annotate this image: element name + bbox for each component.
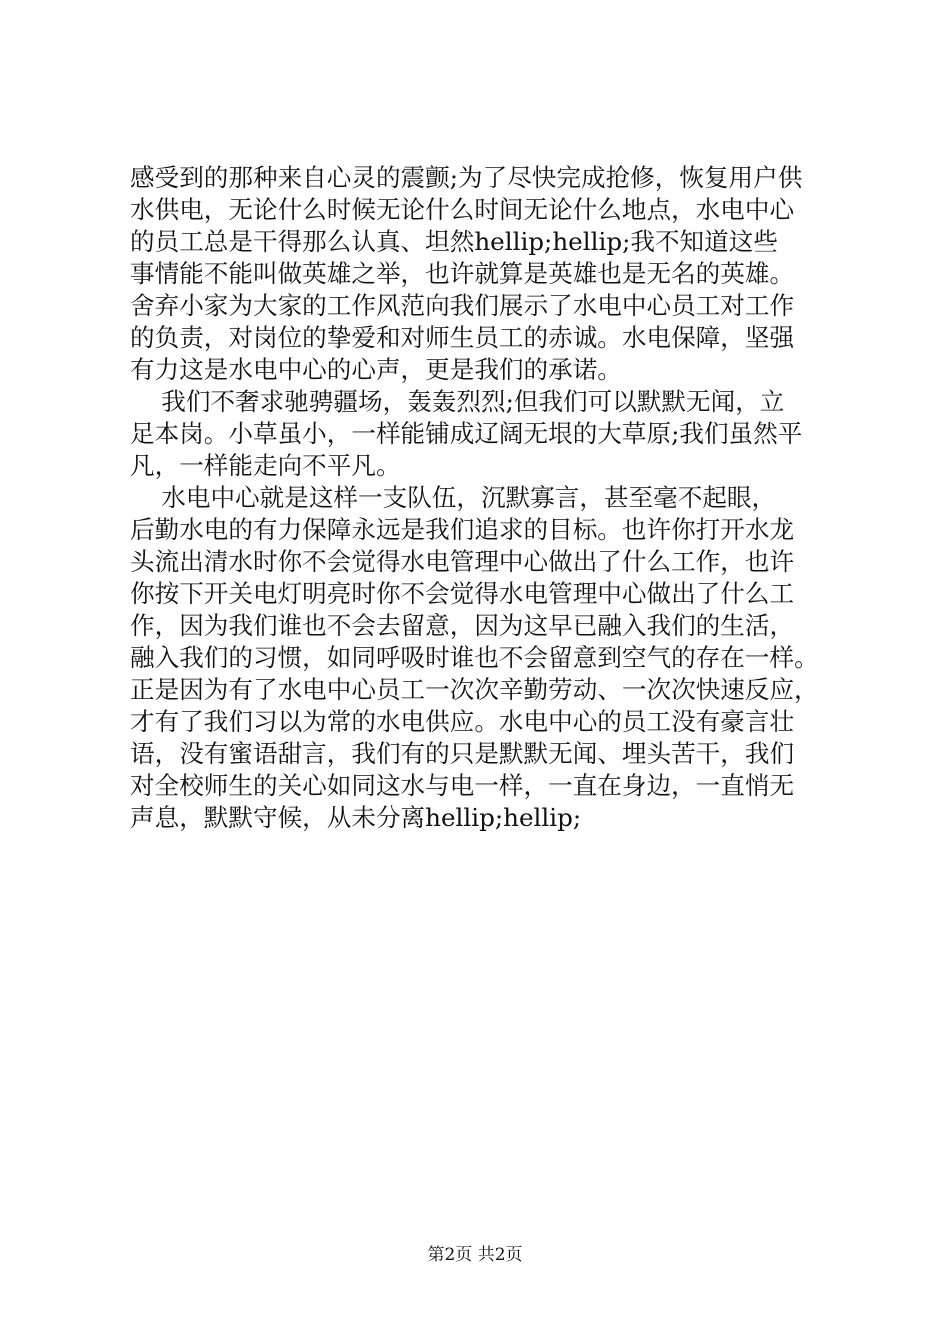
text-line: 感受到的那种来自心灵的震颤;为了尽快完成抢修，恢复用户供 — [130, 163, 803, 192]
text-line: 有力这是水电中心的心声，更是我们的承诺。 — [130, 355, 622, 384]
text-line: 作，因为我们谁也不会去留意，因为这早已融入我们的生活， — [130, 611, 795, 640]
text-line: 正是因为有了水电中心员工一次次辛勤劳动、一次次快速反应， — [130, 675, 819, 704]
page-number-label: 第2页 共2页 — [427, 1245, 523, 1265]
text-line: 才有了我们习以为常的水电供应。水电中心的员工没有豪言壮 — [130, 707, 795, 736]
text-line: 对全校师生的关心如同这水与电一样，一直在身边，一直悄无 — [130, 771, 795, 800]
text-line: 水电中心就是这样一支队伍，沉默寡言，甚至毫不起眼， — [130, 483, 777, 512]
text-line: 足本岗。小草虽小，一样能铺成辽阔无垠的大草原;我们虽然平 — [130, 419, 803, 448]
text-line: 事情能不能叫做英雄之举，也许就算是英雄也是无名的英雄。 — [130, 259, 795, 288]
text-line: 的员工总是干得那么认真、坦然hellip;hellip;我不知道这些 — [130, 227, 778, 256]
body-text — [130, 162, 840, 834]
text-line: 语，没有蜜语甜言，我们有的只是默默无闻、埋头苦干，我们 — [130, 739, 795, 768]
text-line: 声息，默默守候，从未分离hellip;hellip; — [130, 803, 582, 832]
text-line: 你按下开关电灯明亮时你不会觉得水电管理中心做出了什么工 — [130, 579, 795, 608]
text-line: 我们不奢求驰骋疆场，轰轰烈烈;但我们可以默默无闻，立 — [130, 387, 785, 416]
page-footer — [0, 1243, 950, 1267]
text-line: 后勤水电的有力保障永远是我们追求的目标。也许你打开水龙 — [130, 515, 795, 544]
text-line: 凡，一样能走向不平凡。 — [130, 451, 401, 480]
text-line: 舍弃小家为大家的工作风范向我们展示了水电中心员工对工作 — [130, 291, 795, 320]
text-line: 的负责，对岗位的挚爱和对师生员工的赤诚。水电保障，坚强 — [130, 323, 795, 352]
text-line: 头流出清水时你不会觉得水电管理中心做出了什么工作，也许 — [130, 547, 795, 576]
text-line: 水供电，无论什么时候无论什么时间无论什么地点，水电中心 — [130, 195, 795, 224]
text-line: 融入我们的习惯，如同呼吸时谁也不会留意到空气的存在一样。 — [130, 643, 819, 672]
